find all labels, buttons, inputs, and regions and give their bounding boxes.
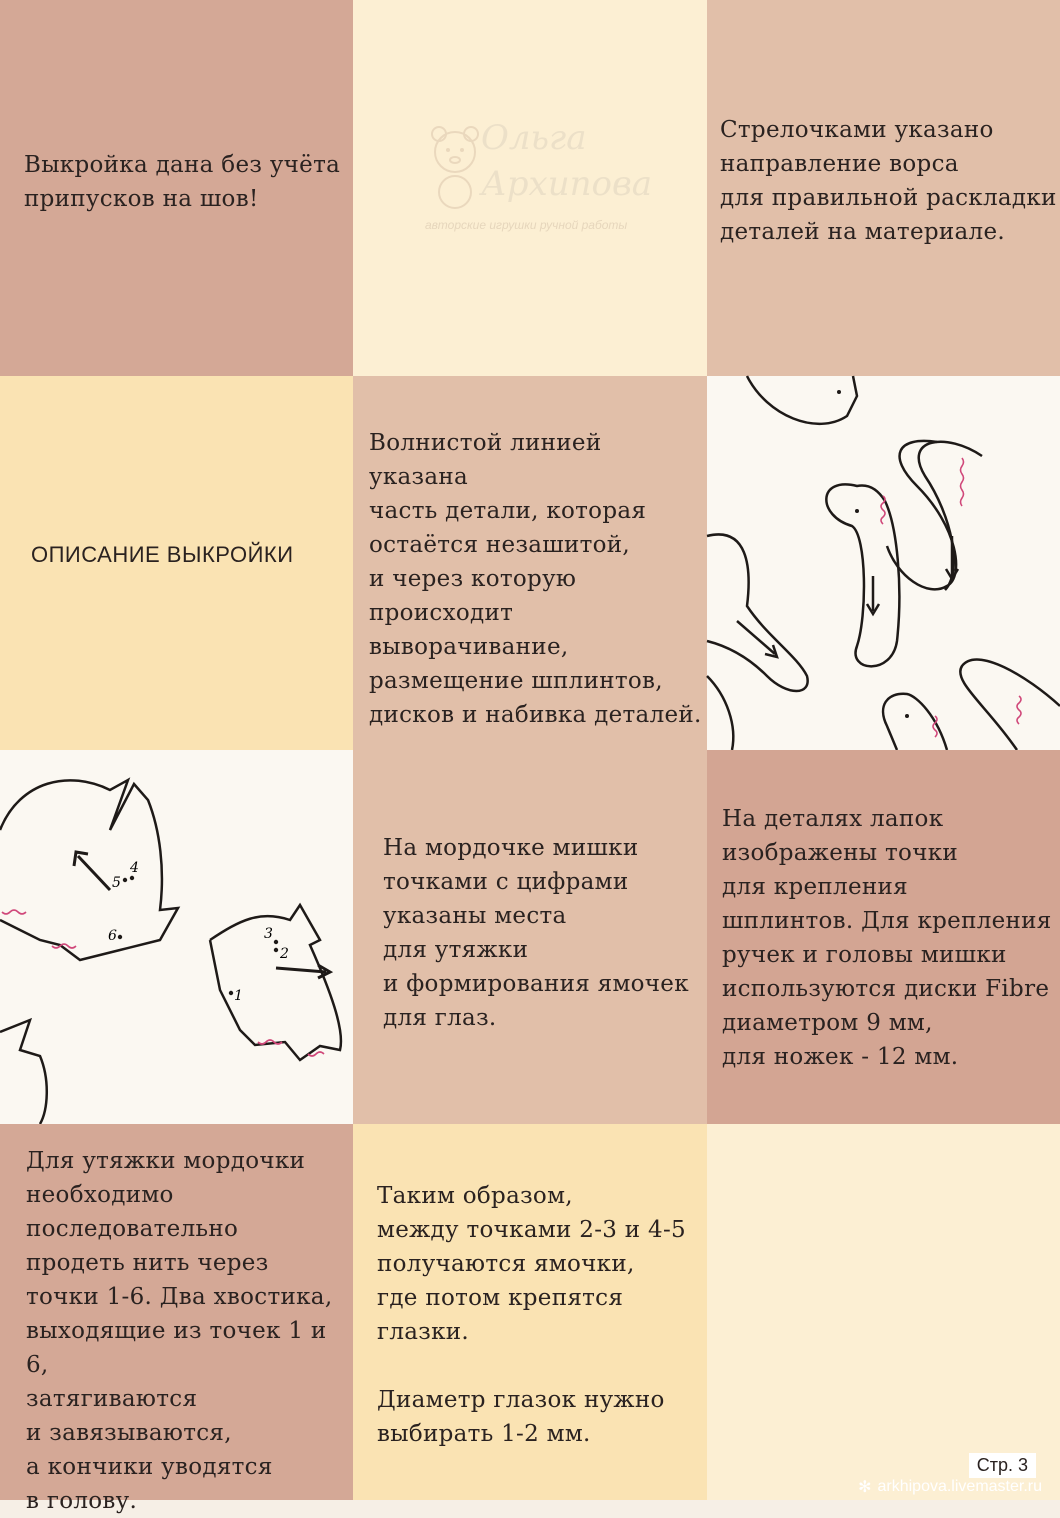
teddy-bear-icon <box>425 122 485 212</box>
wavy-note: Волнистой линией указана часть детали, которая остаётся незашитой, и через которую происходит выворачивание, размещение шплинтов, дисков и набивка деталей. <box>369 430 702 728</box>
cell-heading <box>0 376 353 750</box>
logo-subtitle: авторские игрушки ручной работы <box>425 218 628 232</box>
face-note: На мордочке мишки точками с цифрами указаны места для утяжки и формирования ямочек для глаз. <box>383 835 689 1031</box>
dimples-note: Таким образом, между точками 2-3 и 4-5 получаются ямочки, где потом крепятся глазки. Диаметр глазок нужно выбирать 1-2 мм. <box>377 1183 686 1447</box>
cell-thread <box>0 1124 353 1514</box>
cell-wavy <box>353 376 707 1124</box>
cell-no-seam <box>0 0 353 376</box>
no-seam-note: Выкройка дана без учёта припусков на шов! <box>24 152 341 212</box>
face-point-2: 2 <box>280 946 289 962</box>
logo-name-first: Ольга <box>481 118 587 158</box>
face-point-6: 6 <box>108 928 117 944</box>
cell-arrows <box>707 0 1060 376</box>
snowflake-icon: ✻ <box>858 1479 872 1496</box>
paws-note: На деталях лапок изображены точки для крепления шплинтов. Для крепления ручек и головы мишки используются диски Fibre диаметром 9 мм, для ножек - 12 мм. <box>722 806 1052 1070</box>
cell-paws-drawing <box>707 376 1060 750</box>
section-heading: ОПИСАНИЕ ВЫКРОЙКИ <box>31 542 294 567</box>
cell-dimples <box>353 1124 707 1500</box>
face-point-3: 3 <box>264 926 273 942</box>
cell-paws-note <box>707 750 1060 1124</box>
page-number: Стр. 3 <box>969 1453 1036 1478</box>
face-point-4: 4 <box>130 860 139 876</box>
face-pattern-illustration <box>0 750 353 1124</box>
site-url: arkhipova.livemaster.ru <box>877 1478 1042 1495</box>
site-watermark <box>858 1477 1042 1497</box>
cell-face-drawing <box>0 750 353 1124</box>
cell-logo <box>353 0 707 376</box>
logo-name-last: Архипова <box>481 164 653 204</box>
arrows-note: Стрелочками указано направление ворса для правильной раскладки деталей на материале. <box>720 117 1057 245</box>
face-point-1: 1 <box>234 988 243 1004</box>
face-point-5: 5 <box>112 875 121 891</box>
paw-pattern-illustration <box>707 376 1060 750</box>
cell-empty <box>707 1124 1060 1500</box>
thread-note: Для утяжки мордочки необходимо последовательно продеть нить через точки 1-6. Два хвостика, выходящие из точек 1 и 6, затягиваются и завязываются, а кончики уводятся в голову. <box>26 1148 333 1514</box>
